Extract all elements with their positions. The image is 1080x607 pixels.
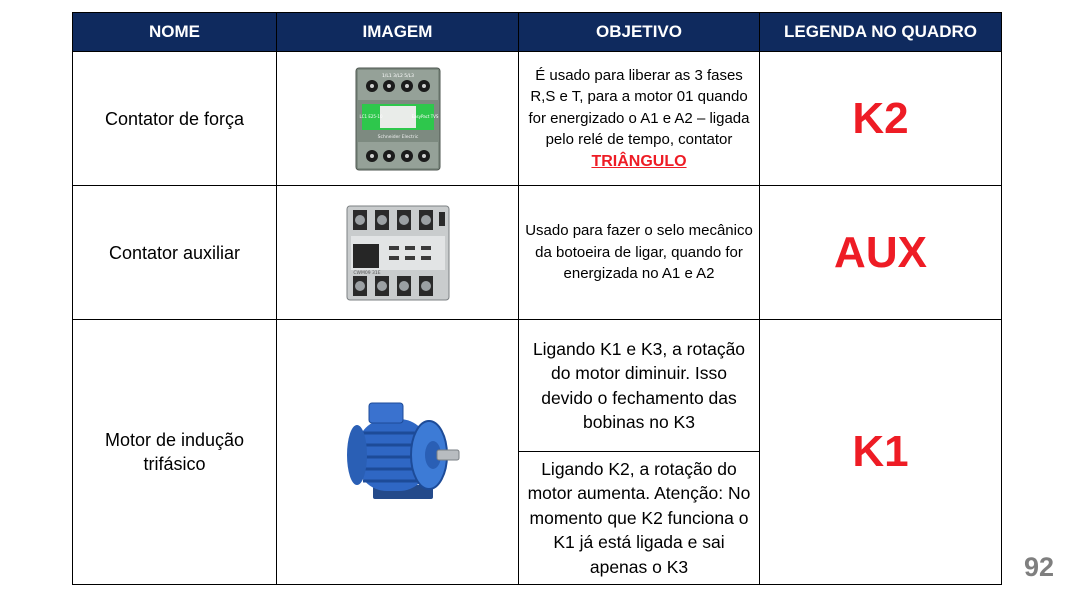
row1-image-cell <box>277 52 519 186</box>
contactor-brand: Schneider Electric <box>377 134 418 140</box>
row2-image-cell <box>277 186 519 320</box>
row3-image-cell <box>277 320 519 585</box>
row3-name: Motor de indução trifásico <box>73 320 277 585</box>
auxiliary-contactor-image <box>345 204 451 302</box>
row2-name: Contator auxiliar <box>73 186 277 320</box>
table-row <box>73 52 1002 186</box>
contactor-top-label: 1/L1 3/L2 5/L3 <box>381 73 414 79</box>
header-objetivo: OBJETIVO <box>519 13 760 52</box>
component-table <box>72 12 1002 585</box>
header-nome: NOME <box>73 13 277 52</box>
row1-legend: K2 <box>760 52 1002 186</box>
triangulo-highlight: TRIÂNGULO <box>591 152 687 170</box>
contactor-left-label: LC1 E25-10 <box>359 113 382 119</box>
page-number: 92 <box>1023 552 1054 582</box>
table-row <box>73 320 1002 452</box>
aux-label: CWM09 31E <box>352 270 381 276</box>
contactor-right-label: EasyPact TVS <box>411 113 438 119</box>
header-row <box>73 13 1002 52</box>
three-phase-motor-image <box>333 397 463 507</box>
contactor-image <box>352 66 444 172</box>
row3-objective-b: Ligando K2, a rotação do motor aumenta. Atenção: No momento que K2 funciona o K1 já está ligada e sai apenas o K3 <box>519 452 760 585</box>
header-imagem: IMAGEM <box>277 13 519 52</box>
row3-objective-a: Ligando K1 e K3, a rotação do motor diminuir. Isso devido o fechamento das bobinas no K3 <box>519 320 760 452</box>
row1-objective <box>519 52 760 186</box>
row1-objective-text: É usado para liberar as 3 fases R,S e T, para a motor 01 quando for energizado o A1 e A2 – ligada pelo relé de tempo, contator <box>528 66 750 149</box>
table-row <box>73 186 1002 320</box>
row2-legend: AUX <box>760 186 1002 320</box>
row1-name: Contator de força <box>73 52 277 186</box>
row3-legend: K1 <box>760 320 1002 585</box>
row2-objective: Usado para fazer o selo mecânico da botoeira de ligar, quando for energizada no A1 e A2 <box>519 186 760 320</box>
header-legenda: LEGENDA NO QUADRO <box>760 13 1002 52</box>
